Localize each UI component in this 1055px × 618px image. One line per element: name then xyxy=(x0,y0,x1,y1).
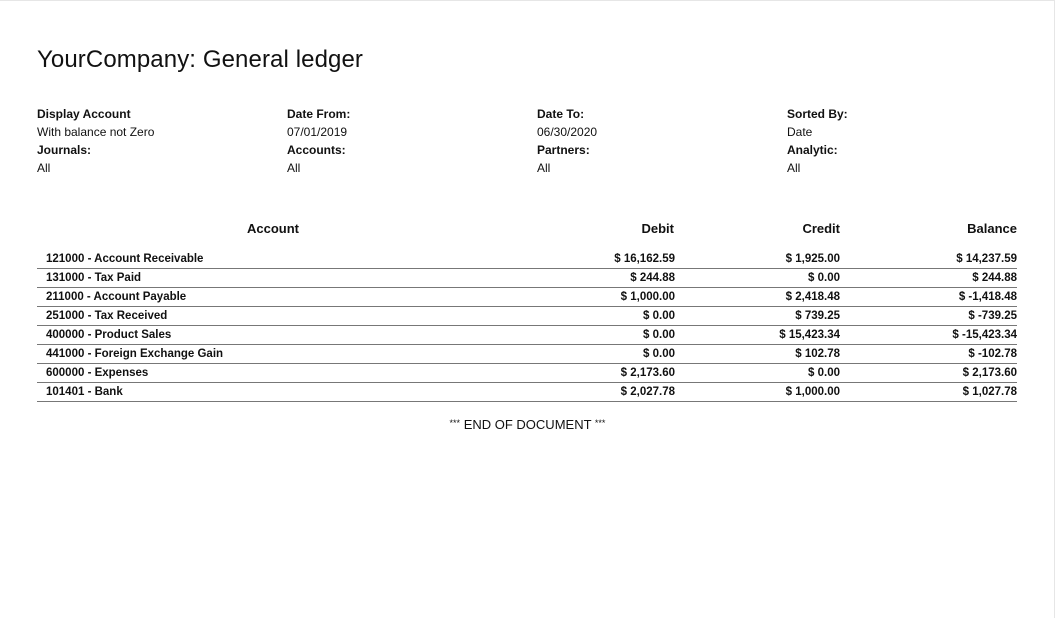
account-cell: 131000 - Tax Paid xyxy=(37,269,509,288)
filter-label: Sorted By: xyxy=(787,107,848,121)
balance-cell: $ 2,173.60 xyxy=(840,364,1017,383)
table-row xyxy=(37,326,1017,345)
filter-label: Date From: xyxy=(287,107,351,121)
filter-column-date-to xyxy=(537,105,777,177)
credit-cell: $ 0.00 xyxy=(675,269,840,288)
end-stars-right: *** xyxy=(594,418,606,428)
credit-cell: $ 739.25 xyxy=(675,307,840,326)
debit-cell: $ 0.00 xyxy=(509,345,675,364)
debit-cell: $ 2,027.78 xyxy=(509,383,675,402)
column-header-account: Account xyxy=(247,220,299,236)
table-row xyxy=(37,383,1017,402)
credit-cell: $ 102.78 xyxy=(675,345,840,364)
filter-column-display-account xyxy=(37,105,277,177)
account-cell: 600000 - Expenses xyxy=(37,364,509,383)
table-row xyxy=(37,345,1017,364)
account-cell: 211000 - Account Payable xyxy=(37,288,509,307)
filter-value: 07/01/2019 xyxy=(287,125,348,139)
table-row xyxy=(37,250,1017,269)
debit-cell: $ 2,173.60 xyxy=(509,364,675,383)
filter-label: Analytic: xyxy=(787,143,838,157)
filter-value: 06/30/2020 xyxy=(537,125,598,139)
table-row xyxy=(37,269,1017,288)
table-header-row xyxy=(37,216,1017,240)
debit-cell: $ 244.88 xyxy=(509,269,675,288)
filter-value: With balance not Zero xyxy=(37,125,155,139)
filter-value: All xyxy=(787,161,801,175)
debit-cell: $ 1,000.00 xyxy=(509,288,675,307)
table-row xyxy=(37,307,1017,326)
table-row xyxy=(37,288,1017,307)
balance-cell: $ -15,423.34 xyxy=(840,326,1017,345)
account-cell: 251000 - Tax Received xyxy=(37,307,509,326)
column-header-balance: Balance xyxy=(967,220,1017,236)
account-cell: 400000 - Product Sales xyxy=(37,326,509,345)
credit-cell: $ 1,925.00 xyxy=(675,250,840,269)
balance-cell: $ -739.25 xyxy=(840,307,1017,326)
credit-cell: $ 2,418.48 xyxy=(675,288,840,307)
balance-cell: $ -1,418.48 xyxy=(840,288,1017,307)
filter-label: Display Account xyxy=(37,107,131,121)
filter-column-date-from xyxy=(287,105,527,177)
account-cell: 121000 - Account Receivable xyxy=(37,250,509,269)
debit-cell: $ 0.00 xyxy=(509,326,675,345)
filter-value: All xyxy=(287,161,301,175)
end-of-document-text: END OF DOCUMENT xyxy=(463,417,592,432)
table-row xyxy=(37,364,1017,383)
filter-column-sorted-by xyxy=(787,105,1027,177)
ledger-table xyxy=(37,216,1017,402)
filter-label: Journals: xyxy=(37,143,92,157)
balance-cell: $ 14,237.59 xyxy=(840,250,1017,269)
filter-value: Date xyxy=(787,125,813,139)
credit-cell: $ 15,423.34 xyxy=(675,326,840,345)
filter-value: All xyxy=(537,161,551,175)
ledger-table-container xyxy=(37,216,1016,402)
credit-cell: $ 1,000.00 xyxy=(675,383,840,402)
top-border xyxy=(0,0,1055,1)
debit-cell: $ 16,162.59 xyxy=(509,250,675,269)
account-cell: 101401 - Bank xyxy=(37,383,509,402)
end-of-document xyxy=(0,417,1055,432)
end-stars-left: *** xyxy=(449,418,461,428)
filter-label: Partners: xyxy=(537,143,590,157)
column-header-debit: Debit xyxy=(641,220,674,236)
credit-cell: $ 0.00 xyxy=(675,364,840,383)
filter-label: Date To: xyxy=(537,107,585,121)
page-title: YourCompany: General ledger xyxy=(37,46,364,73)
column-header-credit: Credit xyxy=(802,220,840,236)
balance-cell: $ 244.88 xyxy=(840,269,1017,288)
filter-value: All xyxy=(37,161,51,175)
balance-cell: $ 1,027.78 xyxy=(840,383,1017,402)
account-cell: 441000 - Foreign Exchange Gain xyxy=(37,345,509,364)
balance-cell: $ -102.78 xyxy=(840,345,1017,364)
debit-cell: $ 0.00 xyxy=(509,307,675,326)
filter-label: Accounts: xyxy=(287,143,346,157)
